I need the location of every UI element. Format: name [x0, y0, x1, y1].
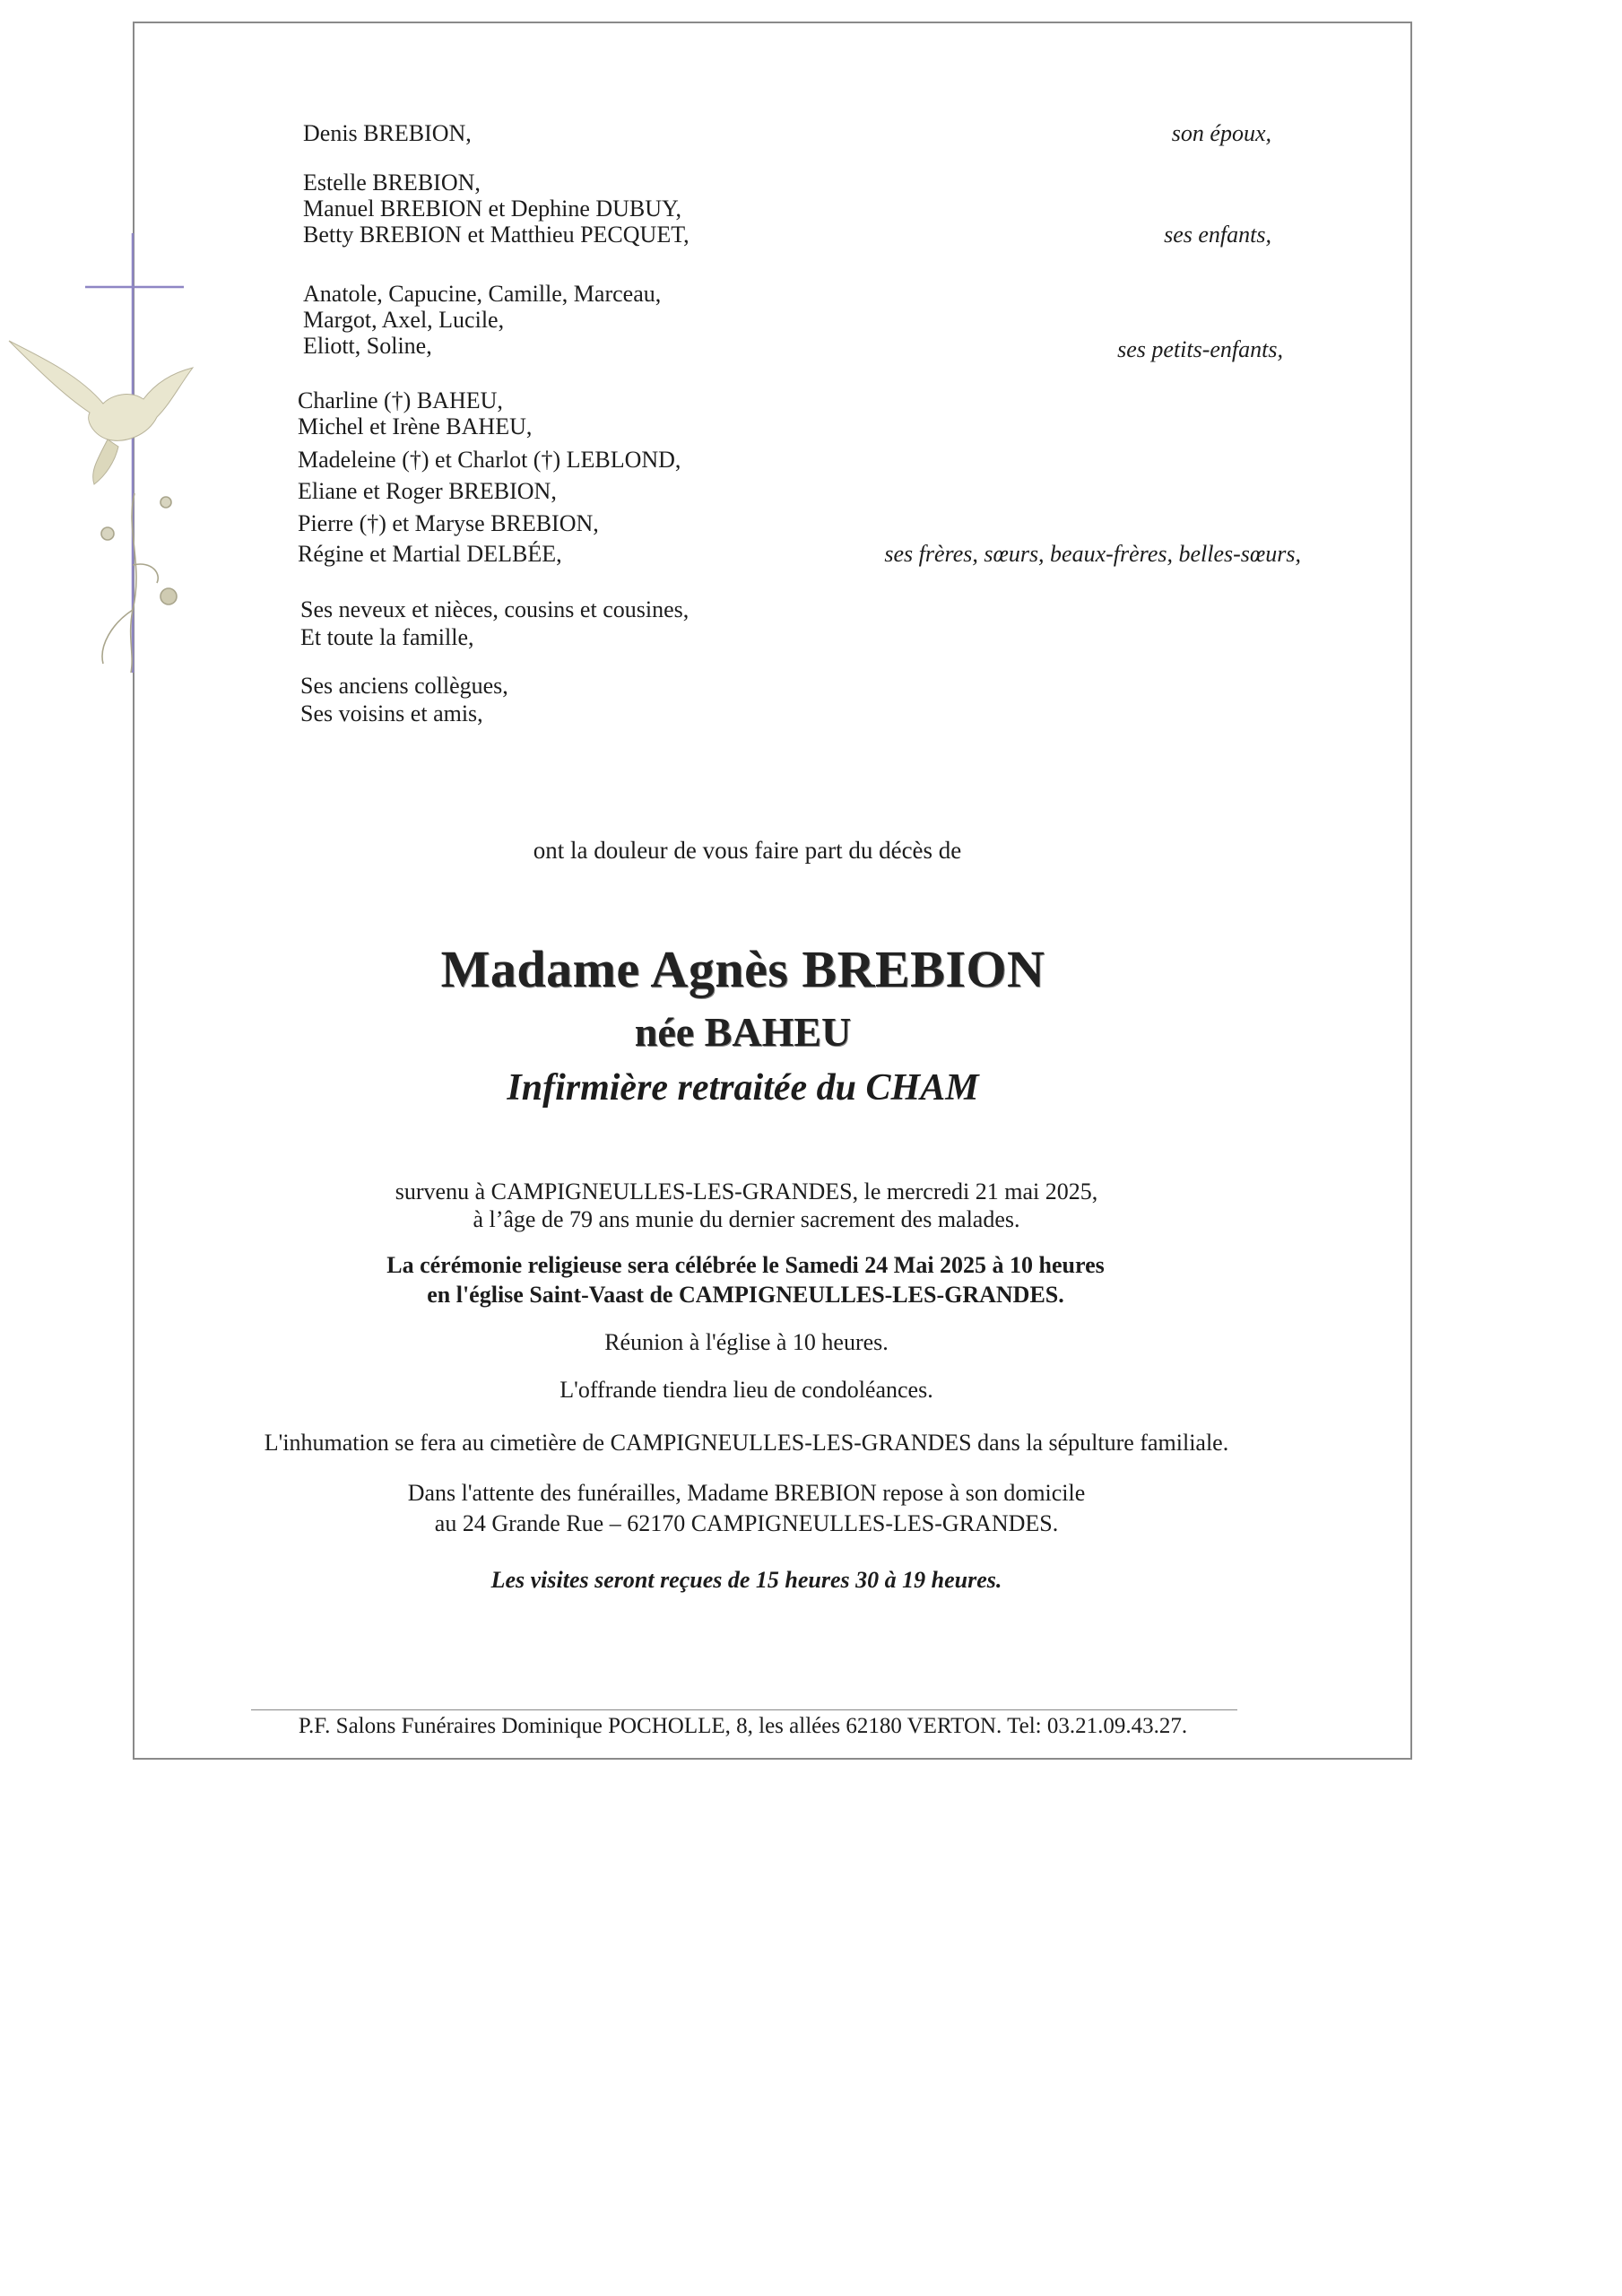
meeting-info: Réunion à l'église à 10 heures.	[604, 1329, 889, 1355]
grandchildren-names: Eliott, Soline,	[303, 333, 432, 359]
spouse-name: Denis BREBION,	[303, 120, 472, 146]
child-name: Manuel BREBION et Dephine DUBUY,	[303, 196, 681, 222]
cross-and-dove-decoration	[0, 224, 233, 673]
sibling-name: Michel et Irène BAHEU,	[298, 413, 533, 439]
grandchildren-names: Anatole, Capucine, Camille, Marceau,	[303, 281, 662, 307]
extended-family: Et toute la famille,	[300, 624, 474, 650]
flower-stem-icon	[101, 493, 177, 673]
burial-info: L'inhumation se fera au cimetière de CAMPIGNEULLES-LES-GRANDES dans la sépulture familiale.	[264, 1430, 1229, 1456]
relation-grandchildren: ses petits-enfants,	[1117, 336, 1283, 362]
footer-divider	[251, 1709, 1237, 1710]
cross-icon	[85, 233, 184, 673]
colleagues-friends: Ses anciens collègues,	[300, 673, 508, 699]
grandchildren-names: Margot, Axel, Lucile,	[303, 307, 505, 333]
colleagues-friends: Ses voisins et amis,	[300, 700, 483, 726]
rest-info: au 24 Grande Rue – 62170 CAMPIGNEULLES-LES-GRANDES.	[434, 1510, 1059, 1536]
relation-siblings: ses frères, sœurs, beaux-frères, belles-sœurs,	[884, 541, 1301, 567]
offering-info: L'offrande tiendra lieu de condoléances.	[559, 1377, 933, 1403]
deceased-name: Madame Agnès BREBION	[440, 940, 1045, 998]
child-name: Estelle BREBION,	[303, 170, 481, 196]
death-details: à l’âge de 79 ans munie du dernier sacrement des malades.	[473, 1206, 1020, 1232]
ceremony-details: La cérémonie religieuse sera célébrée le Samedi 24 Mai 2025 à 10 heures	[386, 1252, 1105, 1278]
sibling-name: Eliane et Roger BREBION,	[298, 478, 557, 504]
relation-spouse: son époux,	[1171, 120, 1271, 146]
child-name: Betty BREBION et Matthieu PECQUET,	[303, 222, 690, 248]
death-details: survenu à CAMPIGNEULLES-LES-GRANDES, le mercredi 21 mai 2025,	[395, 1178, 1098, 1205]
ceremony-details: en l'église Saint-Vaast de CAMPIGNEULLES-LES-GRANDES.	[427, 1282, 1064, 1308]
rest-info: Dans l'attente des funérailles, Madame BREBION repose à son domicile	[407, 1480, 1086, 1506]
funeral-home-footer: P.F. Salons Funéraires Dominique POCHOLLE, 8, les allées 62180 VERTON. Tel: 03.21.09.43.27.	[298, 1714, 1188, 1738]
sibling-name: Charline (†) BAHEU,	[298, 387, 503, 413]
dove-icon	[9, 341, 193, 484]
extended-family: Ses neveux et nièces, cousins et cousines,	[300, 596, 690, 622]
deceased-maiden-name: née BAHEU	[634, 1009, 852, 1055]
deceased-profession: Infirmière retraitée du CHAM	[507, 1067, 979, 1109]
visits-info: Les visites seront reçues de 15 heures 30 à 19 heures.	[490, 1567, 1002, 1593]
sibling-name: Pierre (†) et Maryse BREBION,	[298, 510, 599, 536]
sibling-name: Régine et Martial DELBÉE,	[298, 541, 562, 567]
sibling-name: Madeleine (†) et Charlot (†) LEBLOND,	[298, 447, 681, 473]
announcement-text: ont la douleur de vous faire part du décès de	[533, 837, 962, 864]
relation-children: ses enfants,	[1164, 222, 1271, 248]
